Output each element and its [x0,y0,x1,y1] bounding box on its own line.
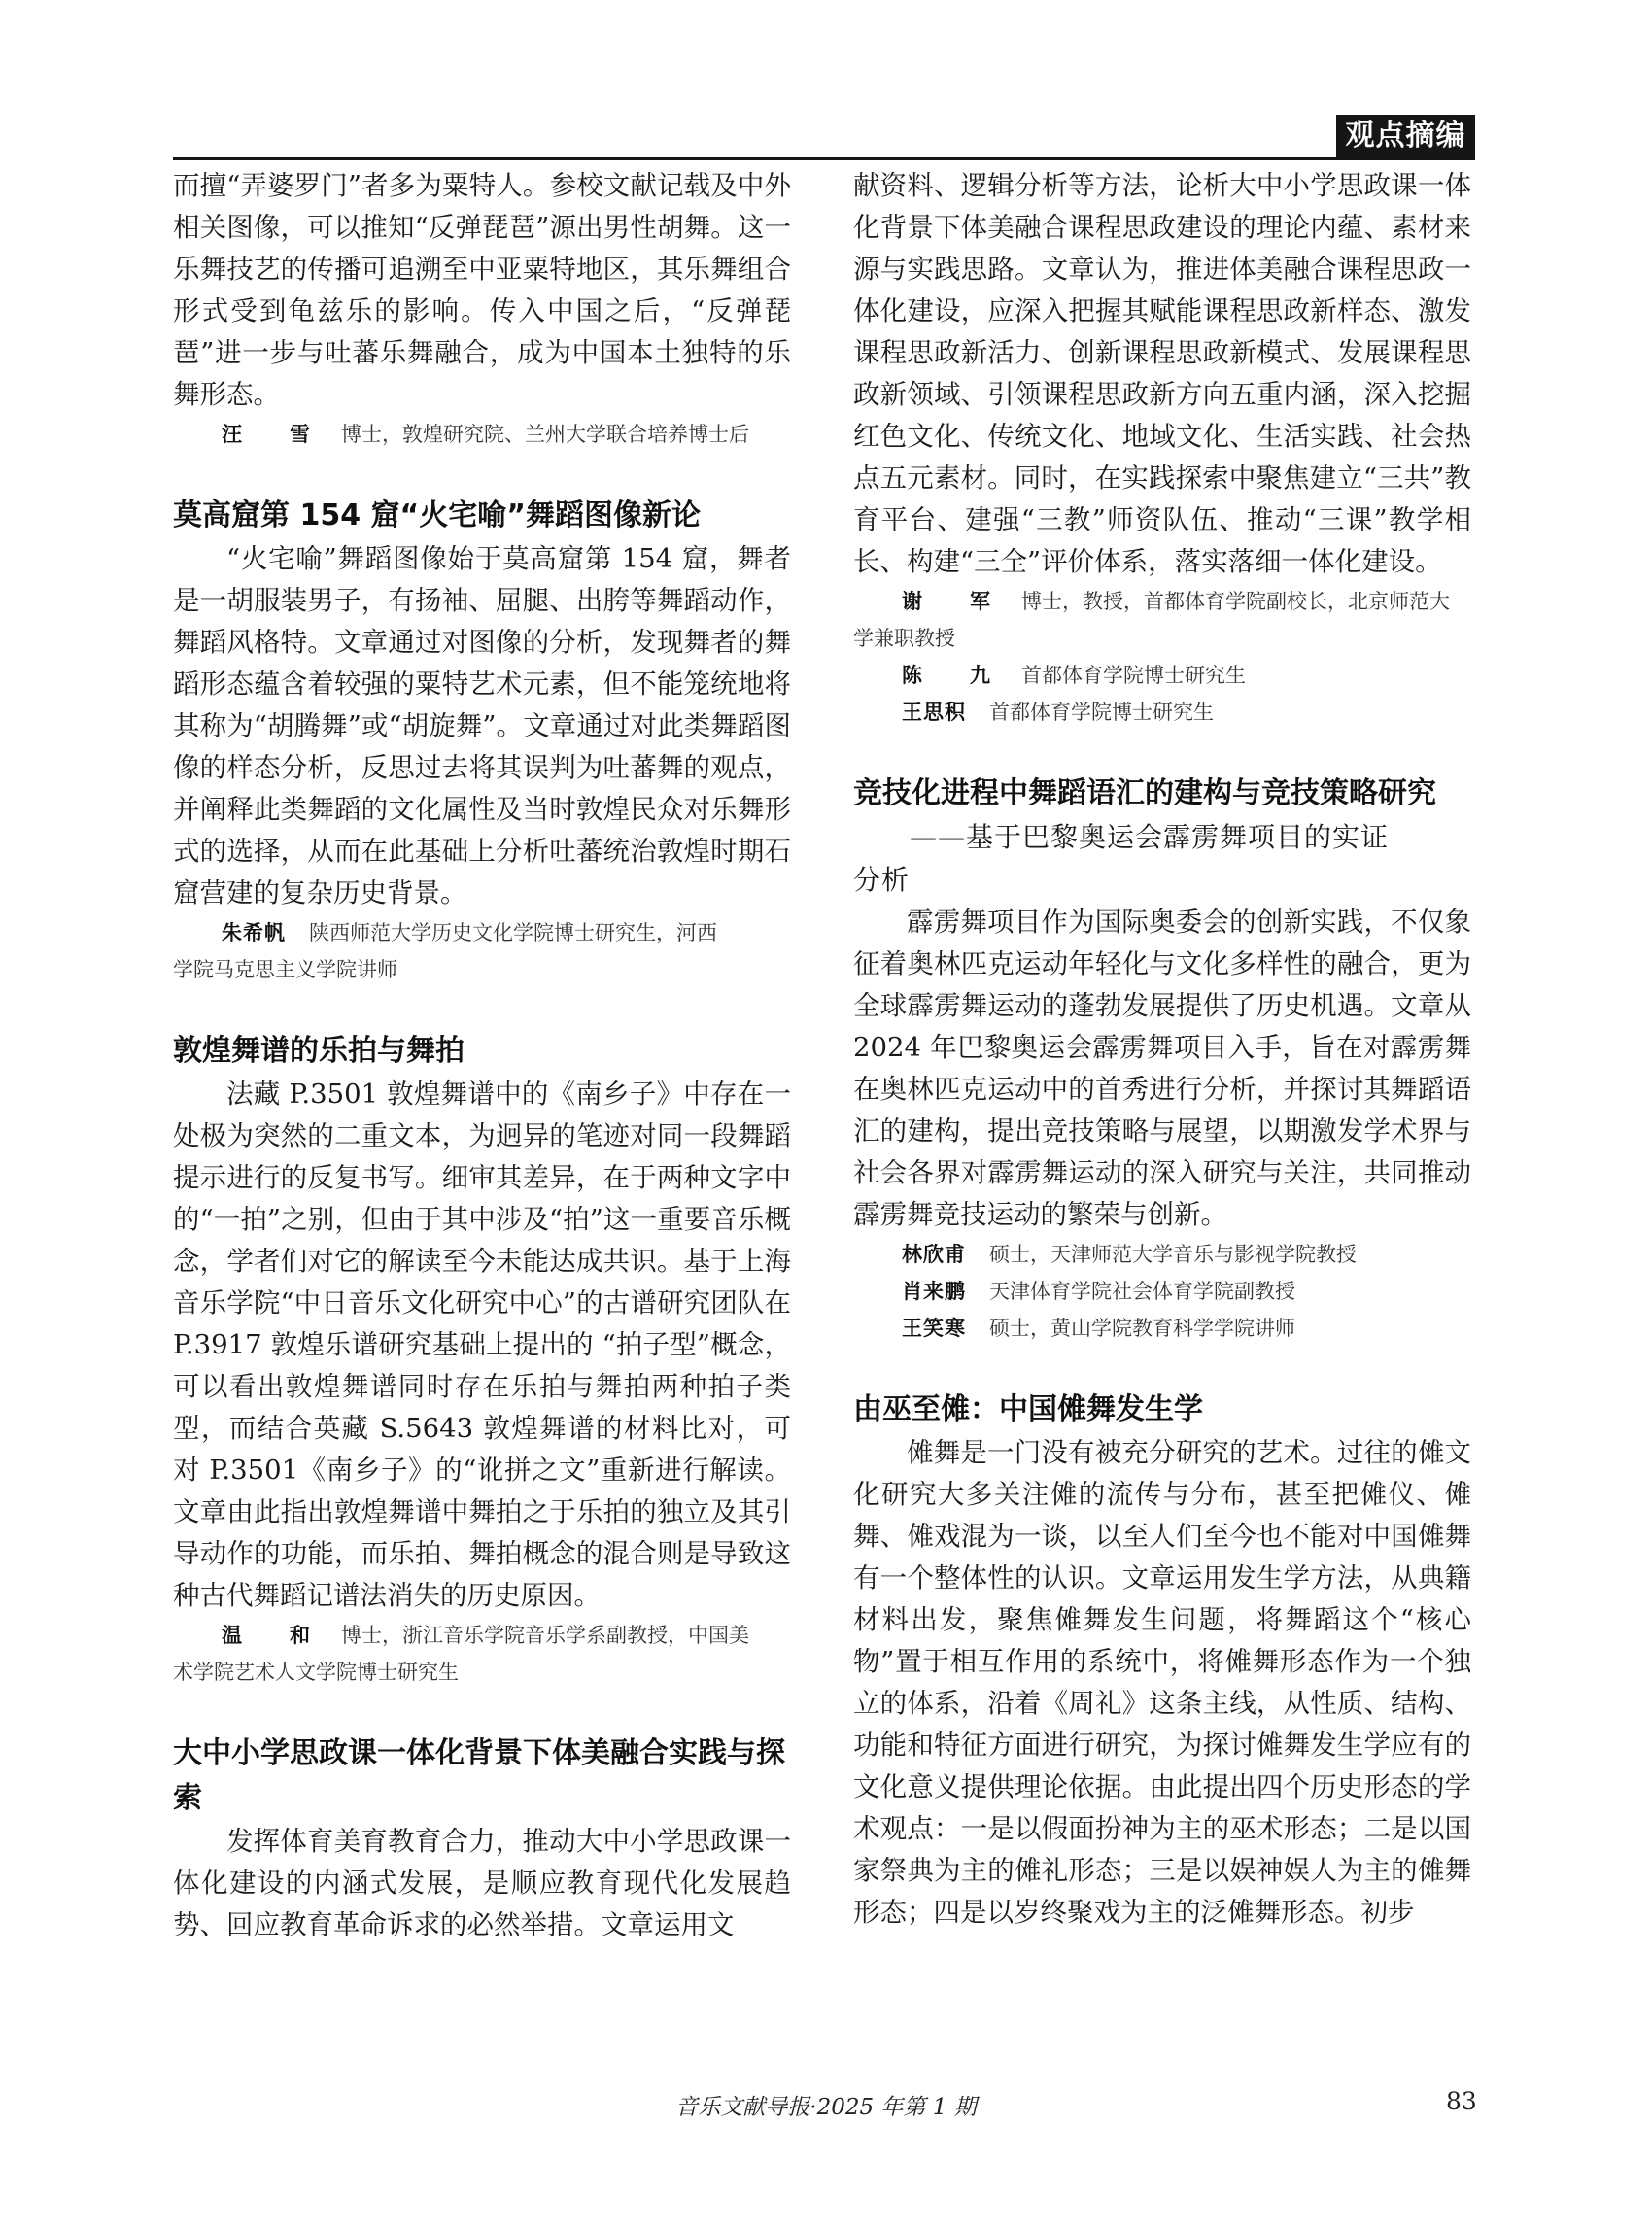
author-title-continued: 术学院艺术人文学院博士研究生 [173,1661,459,1684]
author-name: 林欣甫 [902,1243,966,1266]
author-title-continued: 学院马克思主义学院讲师 [173,958,397,981]
author-name: 陈 九 [902,664,1004,687]
header-rule [173,157,1475,160]
author-title: 硕士，天津师范大学音乐与影视学院教授 [989,1243,1357,1266]
author-line [853,1273,1471,1310]
author-line [853,1236,1471,1273]
author-title-continued: 学兼职教授 [853,627,955,650]
left-column [173,165,791,1946]
article-title: 竞技化进程中舞蹈语汇的建构与竞技策略研究 [853,776,1436,810]
author-line [173,1617,791,1654]
article-body: “火宅喻”舞蹈图像始于莫高窟第 154 窟，舞者是一胡服装男子，有扬袖、屈腿、出胯等舞蹈动作，舞蹈风格特。文章通过对图像的分析，发现舞者的舞蹈形态蕴含着较强的粟特艺术元素，但不能笼统地将其称为“胡腾舞”或“胡旋舞”。文章通过对此类舞蹈图像的样态分析，反思过去将其误判为吐蕃舞的观点，并阐释此类舞蹈的文化属性及当时敦煌民众对乐舞形式的选择，从而在此基础上分析吐蕃统治敦煌时期石窟营建的复杂历史背景。 [173,543,791,908]
article-body-continued: 献资料、逻辑分析等方法，论析大中小学思政课一体化背景下体美融合课程思政建设的理论内蕴、素材来源与实践思路。文章认为，推进体美融合课程思政一体化建设，应深入把握其赋能课程思政新样态、激发课程思政新活力、创新课程思政新模式、发展课程思政新领域、引领课程思政新方向五重内涵，深入挖掘红色文化、传统文化、地域文化、生活实践、社会热点五元素材。同时，在实践探索中聚焦建立“三共”教育平台、建强“三教”师资队伍、推动“三课”教学相长、构建“三全”评价体系，落实落细一体化建设。 [853,170,1471,577]
author-title: 首都体育学院博士研究生 [989,701,1214,724]
author-title: 博士，教授，首都体育学院副校长，北京师范大 [1021,590,1450,613]
author-title: 硕士，黄山学院教育科学学院讲师 [989,1317,1295,1340]
author-line [853,694,1471,731]
author-title: 博士，浙江音乐学院音乐学系副教授，中国美 [341,1624,749,1647]
author-title: 首都体育学院博士研究生 [1021,664,1246,687]
article-subtitle-continued: 分析 [853,864,911,896]
footer-journal-name: 音乐文献导报·2025 年第 1 期 [675,2095,977,2120]
author-name: 王思积 [902,701,966,724]
section-tag: 观点摘编 [1336,115,1475,157]
author-line [853,583,1471,620]
article-body: 霹雳舞项目作为国际奥委会的创新实践，不仅象征着奥林匹克运动年轻化与文化多样性的融合，更为全球霹雳舞运动的蓬勃发展提供了历史机遇。文章从 2024 年巴黎奥运会霹雳舞项目入手，旨在对霹雳舞在奥林匹克运动中的首秀进行分析，并探讨其舞蹈语汇的建构，提出竞技策略与展望，以期激发学术界与社会各界对霹雳舞运动的深入研究与关注，共同推动霹雳舞竞技运动的繁荣与创新。 [853,907,1471,1230]
article-subtitle-text: ——基于巴黎奥运会霹雳舞项目的实证 [910,821,1390,853]
author-name: 谢 军 [902,590,1004,613]
page-number: 83 [1446,2087,1477,2115]
author-title: 天津体育学院社会体育学院副教授 [989,1280,1295,1303]
author-line [173,416,791,453]
article-title: 大中小学思政课一体化背景下体美融合实践与探索 [173,1736,785,1815]
author-line [853,657,1471,694]
article-body: 法藏 P.3501 敦煌舞谱中的《南乡子》中存在一处极为突然的二重文本，为迥异的笔迹对同一段舞蹈提示进行的反复书写。细审其差异，在于两种文字中的“一拍”之别，但由于其中涉及“拍”这一重要音乐概念，学者们对它的解读至今未能达成共识。基于上海音乐学院“中日音乐文化研究中心”的古谱研究团队在 P.3917 敦煌乐谱研究基础上提出的 “拍子型”概念，可以看出敦煌舞谱同时存在乐拍与舞拍两种拍子类型，而结合英藏 S.5643 敦煌舞谱的材料比对，可对 P.3501《南乡子》的“讹拼之文”重新进行解读。文章由此指出敦煌舞谱中舞拍之于乐拍的独立及其引导动作的功能，而乐拍、舞拍概念的混合则是导致这种古代舞蹈记谱法消失的历史原因。 [173,1079,791,1611]
author-line [853,1310,1471,1347]
author-title: 博士，敦煌研究院、兰州大学联合培养博士后 [341,423,749,446]
article-subtitle [853,816,1471,859]
author-line [173,914,791,951]
article-body: 发挥体育美育教育合力，推动大中小学思政课一体化建设的内涵式发展，是顺应教育现代化发展趋势、回应教育革命诉求的必然举措。文章运用文 [173,1826,791,1940]
author-name: 朱希帆 [222,921,286,944]
author-title: 陕西师范大学历史文化学院博士研究生，河西 [309,921,717,944]
right-column [853,165,1471,1934]
article-title: 敦煌舞谱的乐拍与舞拍 [173,1034,465,1068]
author-name: 汪 雪 [222,423,324,446]
author-name: 肖来鹏 [902,1280,966,1303]
author-name: 王笑寒 [902,1317,966,1340]
article-title: 莫高窟第 154 窟“火宅喻”舞蹈图像新论 [173,498,701,532]
article-body: 傩舞是一门没有被充分研究的艺术。过往的傩文化研究大多关注傩的流传与分布，甚至把傩仪、傩舞、傩戏混为一谈，以至人们至今也不能对中国傩舞有一个整体性的认识。文章运用发生学方法，从典籍材料出发，聚焦傩舞发生问题，将舞蹈这个“核心物”置于相互作用的系统中，将傩舞形态作为一个独立的体系，沿着《周礼》这条主线，从性质、结构、功能和特征方面进行研究，为探讨傩舞发生学应有的文化意义提供理论依据。由此提出四个历史形态的学术观点：一是以假面扮神为主的巫术形态；二是以国家祭典为主的傩礼形态；三是以娱神娱人为主的傩舞形态；四是以岁终聚戏为主的泛傩舞形态。初步 [853,1437,1471,1928]
author-name: 温 和 [222,1624,324,1647]
article-title: 由巫至傩：中国傩舞发生学 [853,1392,1203,1426]
intro-paragraph: 而擅“弄婆罗门”者多为粟特人。参校文献记载及中外相关图像，可以推知“反弹琵琶”源出男性胡舞。这一乐舞技艺的传播可追溯至中亚粟特地区，其乐舞组合形式受到龟兹乐的影响。传入中国之后，“反弹琵琶”进一步与吐蕃乐舞融合，成为中国本土独特的乐舞形态。 [173,170,791,410]
